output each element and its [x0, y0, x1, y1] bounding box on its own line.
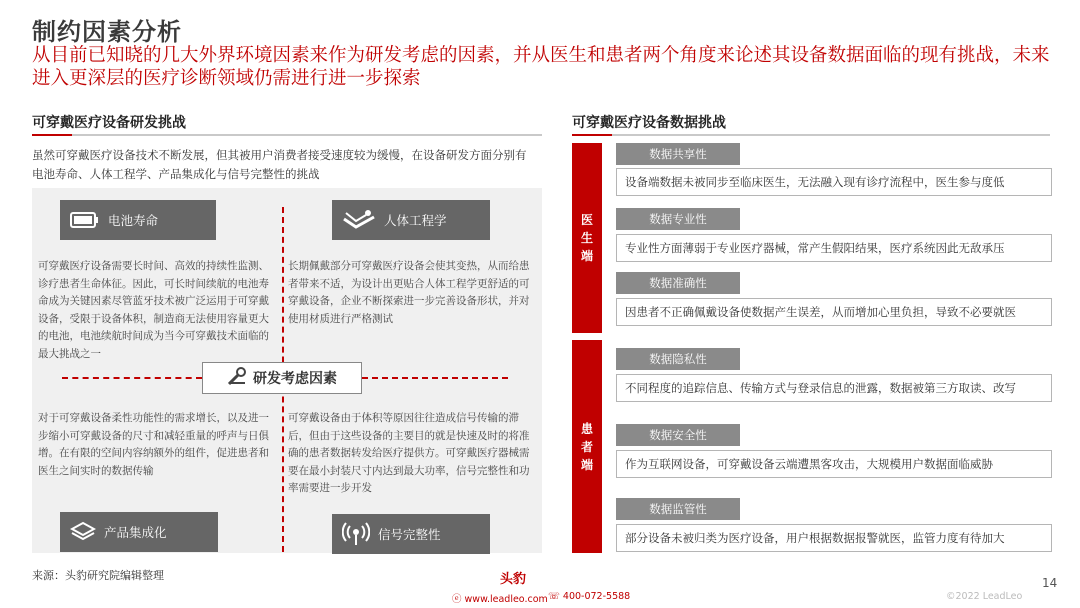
- doctor-side-label: [572, 143, 602, 333]
- patient-side-text: 患 者 端: [580, 421, 593, 472]
- chip-signal: [332, 514, 490, 554]
- doctor-side-text: 医 生 端: [580, 213, 593, 263]
- chip-integration: [60, 512, 218, 552]
- desc-data-regulation: 部分设备未被归类为医疗设备，用户根据数据报警就医，监管力度有待加大: [616, 524, 1052, 552]
- right-heading: 可穿戴医疗设备数据挑战: [572, 115, 726, 131]
- battery-text: 可穿戴医疗设备需要长时间、高效的持续性监测、诊疗患者生命体征。因此，可长时间续航的电池寿命成为关键因素尽管蓝牙技术被广泛运用于可穿戴设备，受限于设备体积，制造商无法使用容量更大的电池，电池续航时间成为当今可穿戴技术面临的最大挑战之一: [38, 260, 269, 360]
- tag-data-sharing: 数据共享性: [616, 143, 740, 165]
- tag-data-accuracy: 数据准确性: [616, 272, 740, 294]
- desc-data-security: 作为互联网设备，可穿戴设备云端遭黑客攻击，大规模用户数据面临威胁: [616, 450, 1052, 478]
- chip-label: 电池寿命: [108, 213, 159, 228]
- chip-label: 信号完整性: [378, 527, 441, 542]
- horizontal-divider-left: [62, 377, 202, 379]
- center-label-text: 研发考虑因素: [253, 371, 337, 387]
- patient-side-label: [572, 340, 602, 553]
- left-divider: [32, 134, 542, 136]
- left-heading: 可穿戴医疗设备研发挑战: [32, 115, 186, 131]
- copyright: ©2022 LeadLeo: [946, 591, 1023, 602]
- ergonomics-text: 长期佩戴部分可穿戴医疗设备会使其变热，从而给患者带来不适，为设计出更贴合人体工程学更舒适的可穿戴设备，企业不断探索进一步完善设备形状，并对使用材质进行严格测试: [288, 260, 530, 325]
- right-divider: [572, 134, 1050, 136]
- chip-battery: [60, 200, 216, 240]
- layers-icon: [70, 521, 96, 543]
- source-note: 来源：头豹研究院编辑整理: [32, 569, 164, 582]
- website-text: www.leadleo.com: [464, 594, 548, 605]
- page-subtitle: 从目前已知晓的几大外界环境因素来作为研发考虑的因素，并从医生和患者两个角度来论述其设备数据面临的现有挑战，未来进入更深层的医疗诊断领域仍需进行进一步探索: [32, 45, 1050, 89]
- signal-text: 可穿戴设备由于体积等原因往往造成信号传输的滞后，但由于这些设备的主要目的就是快速及时的将准确的患者数据转发给医疗提供方。可穿戴医疗器械需要在最小封装尺寸内达到最大功率，信号完整性和功率需要进一步开发: [288, 412, 530, 494]
- desc-data-sharing: 设备端数据未被同步至临床医生，无法融入现有诊疗流程中，医生参与度低: [616, 168, 1052, 196]
- chip-label: 产品集成化: [104, 525, 167, 540]
- desc-data-accuracy: 因患者不正确佩戴设备使数据产生误差，从而增加心里负担，导致不必要就医: [616, 298, 1052, 326]
- tag-data-security: 数据安全性: [616, 424, 740, 446]
- research-factors-label: [202, 362, 362, 394]
- left-intro: 虽然可穿戴医疗设备技术不断发展，但其被用户消费者接受速度较为缓慢，在设备研发方面分别有电池寿命、人体工程学、产品集成化与信号完整性的挑战: [32, 148, 527, 181]
- desc-data-professionalism: 专业性方面薄弱于专业医疗器械，常产生假阳结果，医疗系统因此无敌承压: [616, 234, 1052, 262]
- ergonomics-icon: [342, 209, 376, 231]
- battery-icon: [70, 211, 100, 229]
- signal-icon: [342, 522, 370, 546]
- page-number: 14: [1042, 576, 1058, 590]
- phone-text: 400-072-5588: [562, 591, 631, 602]
- tag-data-privacy: 数据隐私性: [616, 348, 740, 370]
- phone-number: ☏ 400-072-5588: [548, 591, 631, 602]
- website-link[interactable]: ⓔ www.leadleo.com: [452, 594, 548, 605]
- page-title: 制约因素分析: [32, 18, 182, 46]
- integration-text: 对于可穿戴设备柔性功能性的需求增长，以及进一步缩小可穿戴设备的尺寸和减轻重量的呼声与日俱增。在有限的空间内容纳额外的组件，促进患者和医生之间实时的数据传输: [38, 412, 269, 477]
- horizontal-divider-right: [362, 377, 508, 379]
- tag-data-regulation: 数据监管性: [616, 498, 740, 520]
- tag-data-professionalism: 数据专业性: [616, 208, 740, 230]
- brand-logo: 头豹: [500, 572, 527, 587]
- tools-icon: [227, 366, 247, 390]
- chip-label: 人体工程学: [384, 213, 447, 228]
- chip-ergonomics: [332, 200, 490, 240]
- desc-data-privacy: 不同程度的追踪信息、传输方式与登录信息的泄露，数据被第三方取读、改写: [616, 374, 1052, 402]
